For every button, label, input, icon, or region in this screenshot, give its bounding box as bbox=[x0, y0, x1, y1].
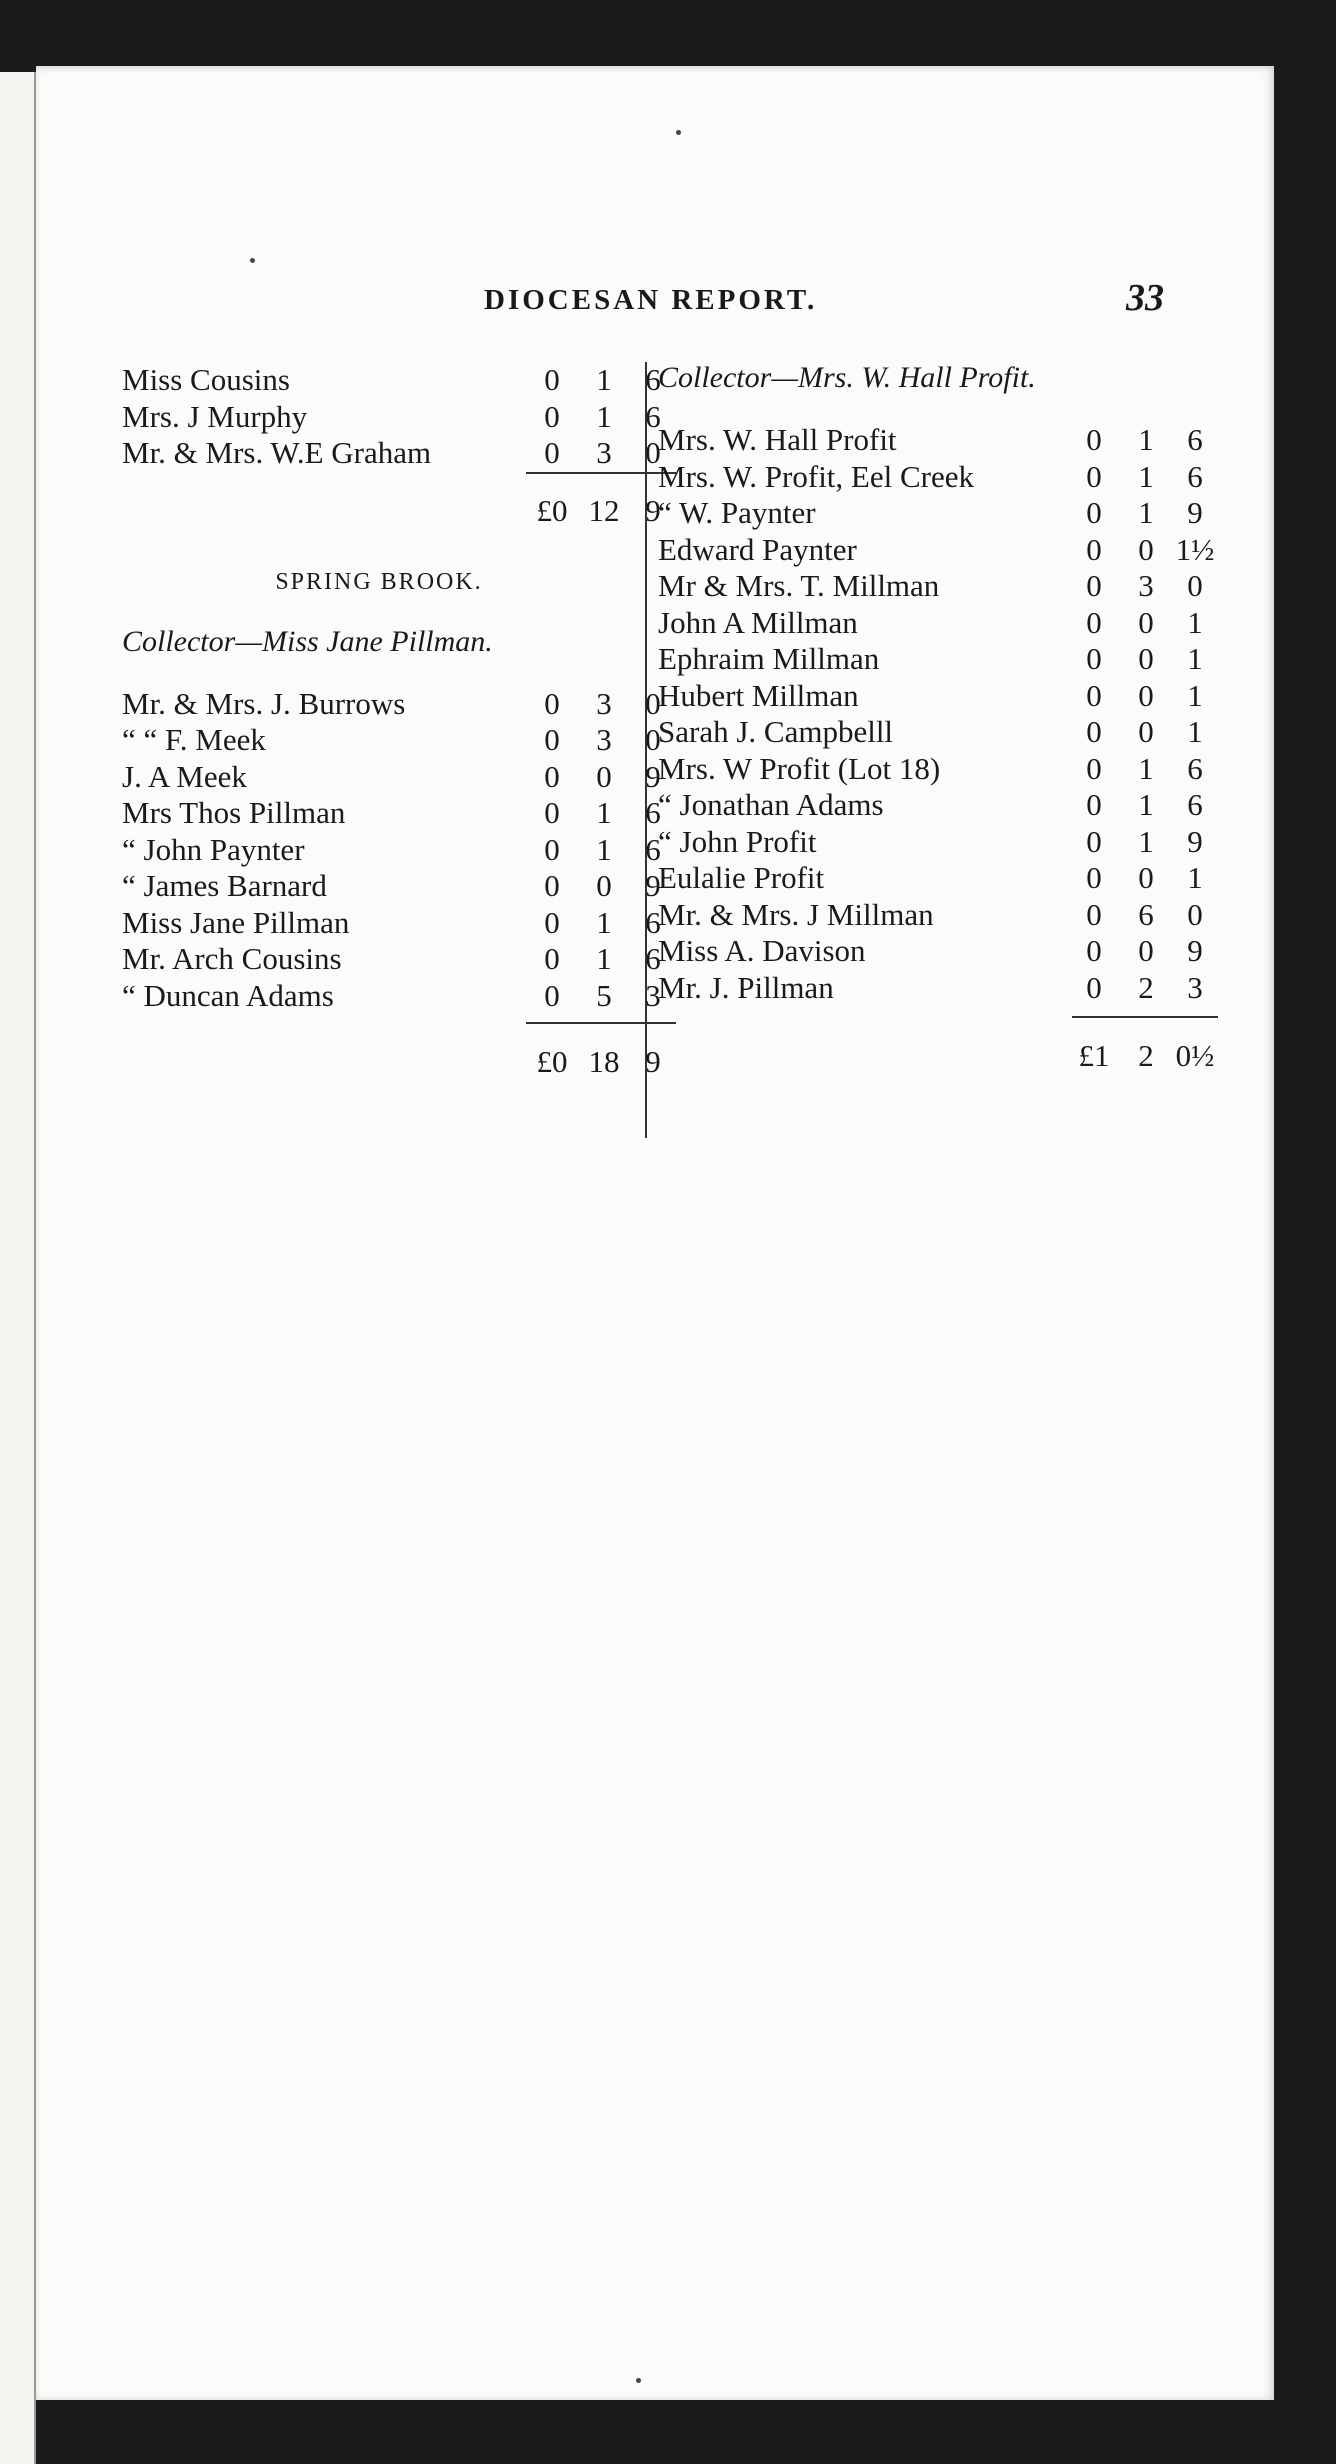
amount-pence: 6 bbox=[1187, 787, 1203, 822]
contributor-name: J. A Meek bbox=[122, 758, 247, 794]
ledger-row bbox=[658, 422, 1218, 459]
amount-pounds: 0 bbox=[1086, 531, 1102, 567]
amount-pounds: 0 bbox=[1086, 641, 1102, 676]
contributor-name: Edward Paynter bbox=[658, 531, 857, 567]
contributor-name: Miss Cousins bbox=[122, 362, 290, 397]
total-pounds: £1 bbox=[1078, 1037, 1110, 1073]
total-shillings: 2 bbox=[1138, 1037, 1154, 1073]
page-number: 33 bbox=[1126, 277, 1164, 319]
left-entries bbox=[122, 686, 676, 1015]
total-pence: 0½ bbox=[1175, 1037, 1215, 1073]
contributor-name: “ “ F. Meek bbox=[122, 722, 266, 757]
amount-pounds: 0 bbox=[544, 435, 560, 470]
amount-shillings: 1 bbox=[596, 831, 612, 867]
document-page bbox=[36, 66, 1274, 2400]
total-rule bbox=[658, 1016, 1218, 1022]
total-pounds: £0 bbox=[536, 493, 568, 528]
amount-shillings: 5 bbox=[596, 977, 612, 1013]
amount-pence: 6 bbox=[645, 362, 661, 397]
left-top-entries bbox=[122, 362, 676, 472]
amount-pence: 0 bbox=[645, 685, 661, 721]
amount-pounds: 0 bbox=[1086, 860, 1102, 895]
ledger-row bbox=[122, 905, 676, 942]
contributor-name: Mr. & Mrs. J. Burrows bbox=[122, 685, 406, 721]
amount-shillings: 1 bbox=[1138, 823, 1154, 859]
total-rule bbox=[122, 1022, 676, 1028]
right-total bbox=[658, 1022, 1218, 1074]
print-speck bbox=[250, 258, 255, 263]
left-total bbox=[122, 1028, 676, 1080]
amount-pounds: 0 bbox=[1086, 677, 1102, 713]
amount-pence: 1 bbox=[1187, 604, 1203, 640]
print-speck bbox=[676, 130, 681, 135]
right-column bbox=[658, 360, 1218, 1074]
amount-shillings: 0 bbox=[1138, 933, 1154, 968]
ledger-row bbox=[658, 751, 1218, 788]
ledger-row bbox=[658, 605, 1218, 642]
amount-pence: 9 bbox=[645, 758, 661, 794]
amount-pence: 1 bbox=[1187, 714, 1203, 749]
contributor-name: “ James Barnard bbox=[122, 868, 327, 903]
amount-pence: 9 bbox=[645, 868, 661, 903]
ledger-row bbox=[658, 860, 1218, 897]
amount-shillings: 0 bbox=[1138, 604, 1154, 640]
contributor-name: Mr. J. Pillman bbox=[658, 969, 834, 1005]
ledger-row bbox=[658, 678, 1218, 715]
amount-shillings: 1 bbox=[596, 941, 612, 976]
ledger-row bbox=[658, 933, 1218, 970]
amount-pounds: 0 bbox=[544, 795, 560, 830]
ledger-row bbox=[122, 399, 676, 436]
amount-shillings: 1 bbox=[596, 398, 612, 434]
total-rule bbox=[122, 472, 676, 478]
amount-shillings: 0 bbox=[1138, 531, 1154, 567]
section-heading: SPRING BROOK. bbox=[275, 568, 483, 595]
amount-shillings: 2 bbox=[1138, 969, 1154, 1005]
collector-line: Collector—Miss Jane Pillman. bbox=[122, 624, 493, 658]
ledger-row bbox=[658, 459, 1218, 496]
amount-pence: 0 bbox=[645, 722, 661, 757]
amount-pounds: 0 bbox=[1086, 787, 1102, 822]
amount-pounds: 0 bbox=[1086, 933, 1102, 968]
amount-pence: 6 bbox=[645, 941, 661, 976]
contributor-name: Mr. & Mrs. W.E Graham bbox=[122, 435, 432, 470]
contributor-name: Mr. Arch Cousins bbox=[122, 941, 342, 976]
amount-shillings: 1 bbox=[1138, 458, 1154, 494]
total-pence: 9 bbox=[645, 493, 661, 528]
amount-shillings: 0 bbox=[1138, 677, 1154, 713]
amount-shillings: 3 bbox=[596, 722, 612, 757]
contributor-name: John A Millman bbox=[658, 604, 858, 640]
amount-pounds: 0 bbox=[544, 904, 560, 940]
ledger-row bbox=[122, 795, 676, 832]
amount-pence: 0 bbox=[645, 435, 661, 470]
contributor-name: Sarah J. Campbelll bbox=[658, 714, 894, 749]
amount-shillings: 1 bbox=[1138, 750, 1154, 786]
contributor-name: Eulalie Profit bbox=[658, 860, 825, 895]
amount-pence: 1 bbox=[1187, 677, 1203, 713]
total-pounds: £0 bbox=[536, 1043, 568, 1079]
amount-pence: 9 bbox=[1187, 933, 1203, 968]
amount-pounds: 0 bbox=[544, 758, 560, 794]
contributor-name: Hubert Millman bbox=[658, 677, 859, 713]
amount-pounds: 0 bbox=[544, 398, 560, 434]
ledger-row bbox=[122, 362, 676, 399]
amount-shillings: 1 bbox=[596, 362, 612, 397]
amount-pounds: 0 bbox=[544, 831, 560, 867]
amount-pounds: 0 bbox=[544, 941, 560, 976]
contributor-name: Miss A. Davison bbox=[658, 933, 866, 968]
amount-pence: 6 bbox=[645, 795, 661, 830]
ledger-row bbox=[658, 824, 1218, 861]
amount-pounds: 0 bbox=[544, 977, 560, 1013]
ledger-row bbox=[658, 787, 1218, 824]
amount-pence: 3 bbox=[645, 977, 661, 1013]
right-entries bbox=[658, 422, 1218, 1006]
contributor-name: “ John Paynter bbox=[122, 831, 305, 867]
amount-pence: 9 bbox=[1187, 495, 1203, 530]
amount-pounds: 0 bbox=[544, 722, 560, 757]
amount-shillings: 3 bbox=[1138, 568, 1154, 603]
amount-pounds: 0 bbox=[1086, 823, 1102, 859]
amount-shillings: 3 bbox=[596, 435, 612, 470]
ledger-row bbox=[658, 532, 1218, 569]
ledger-row bbox=[122, 978, 676, 1015]
amount-pounds: 0 bbox=[1086, 750, 1102, 786]
contributor-name: Mr & Mrs. T. Millman bbox=[658, 568, 940, 603]
ledger-row bbox=[122, 832, 676, 869]
contributor-name: “ Duncan Adams bbox=[122, 977, 334, 1013]
amount-shillings: 6 bbox=[1138, 896, 1154, 932]
amount-pounds: 0 bbox=[544, 685, 560, 721]
amount-pounds: 0 bbox=[1086, 896, 1102, 932]
running-title: DIOCESAN REPORT. bbox=[484, 284, 818, 316]
ledger-row bbox=[122, 759, 676, 796]
amount-pounds: 0 bbox=[1086, 568, 1102, 603]
amount-pounds: 0 bbox=[544, 362, 560, 397]
amount-pence: 3 bbox=[1187, 969, 1203, 1005]
contributor-name: Mrs. W. Hall Profit bbox=[658, 422, 897, 457]
collector-line: Collector—Mrs. W. Hall Profit. bbox=[658, 361, 1036, 394]
amount-pounds: 0 bbox=[1086, 422, 1102, 457]
total-shillings: 18 bbox=[588, 1043, 620, 1079]
left-top-total bbox=[122, 478, 676, 530]
ledger-row bbox=[122, 941, 676, 978]
total-shillings: 12 bbox=[588, 493, 620, 528]
amount-pounds: 0 bbox=[1086, 714, 1102, 749]
adjacent-page-edge bbox=[0, 72, 36, 2464]
ledger-row bbox=[658, 641, 1218, 678]
amount-pounds: 0 bbox=[1086, 458, 1102, 494]
amount-shillings: 0 bbox=[1138, 714, 1154, 749]
amount-pounds: 0 bbox=[1086, 495, 1102, 530]
amount-pence: 0 bbox=[1187, 896, 1203, 932]
amount-pounds: 0 bbox=[1086, 604, 1102, 640]
ledger-row bbox=[122, 868, 676, 905]
amount-pence: 6 bbox=[1187, 750, 1203, 786]
amount-shillings: 1 bbox=[1138, 422, 1154, 457]
contributor-name: Mr. & Mrs. J Millman bbox=[658, 896, 934, 932]
amount-pence: 6 bbox=[1187, 422, 1203, 457]
amount-shillings: 1 bbox=[1138, 787, 1154, 822]
amount-shillings: 0 bbox=[1138, 641, 1154, 676]
amount-pence: 6 bbox=[645, 904, 661, 940]
contributor-name: Mrs. J Murphy bbox=[122, 398, 308, 434]
ledger-row bbox=[658, 495, 1218, 532]
page-header bbox=[36, 276, 1274, 326]
ledger-row bbox=[658, 897, 1218, 934]
contributor-name: Ephraim Millman bbox=[658, 641, 880, 676]
amount-pounds: 0 bbox=[1086, 969, 1102, 1005]
amount-pence: 1 bbox=[1187, 641, 1203, 676]
amount-shillings: 3 bbox=[596, 685, 612, 721]
contributor-name: “ W. Paynter bbox=[658, 495, 816, 530]
amount-pence: 1½ bbox=[1175, 531, 1215, 567]
amount-pence: 0 bbox=[1187, 568, 1203, 603]
contributor-name: Miss Jane Pillman bbox=[122, 904, 350, 940]
left-column bbox=[122, 362, 676, 1080]
amount-pence: 6 bbox=[1187, 458, 1203, 494]
contributor-name: Mrs Thos Pillman bbox=[122, 795, 346, 830]
ledger-row bbox=[658, 970, 1218, 1007]
amount-shillings: 0 bbox=[1138, 860, 1154, 895]
ledger-row bbox=[122, 722, 676, 759]
amount-shillings: 0 bbox=[596, 758, 612, 794]
ledger-row bbox=[122, 435, 676, 472]
amount-pence: 6 bbox=[645, 398, 661, 434]
contributor-name: Mrs. W Profit (Lot 18) bbox=[658, 750, 941, 786]
total-pence: 9 bbox=[645, 1043, 661, 1079]
ledger-row bbox=[658, 714, 1218, 751]
contributor-name: “ John Profit bbox=[658, 823, 817, 859]
amount-shillings: 1 bbox=[1138, 495, 1154, 530]
amount-pence: 6 bbox=[645, 831, 661, 867]
ledger-row bbox=[658, 568, 1218, 605]
amount-pence: 9 bbox=[1187, 823, 1203, 859]
amount-shillings: 0 bbox=[596, 868, 612, 903]
amount-pence: 1 bbox=[1187, 860, 1203, 895]
ledger-row bbox=[122, 686, 676, 723]
amount-shillings: 1 bbox=[596, 904, 612, 940]
amount-pounds: 0 bbox=[544, 868, 560, 903]
print-speck bbox=[636, 2378, 641, 2383]
contributor-name: Mrs. W. Profit, Eel Creek bbox=[658, 458, 974, 494]
amount-shillings: 1 bbox=[596, 795, 612, 830]
contributor-name: “ Jonathan Adams bbox=[658, 787, 884, 822]
